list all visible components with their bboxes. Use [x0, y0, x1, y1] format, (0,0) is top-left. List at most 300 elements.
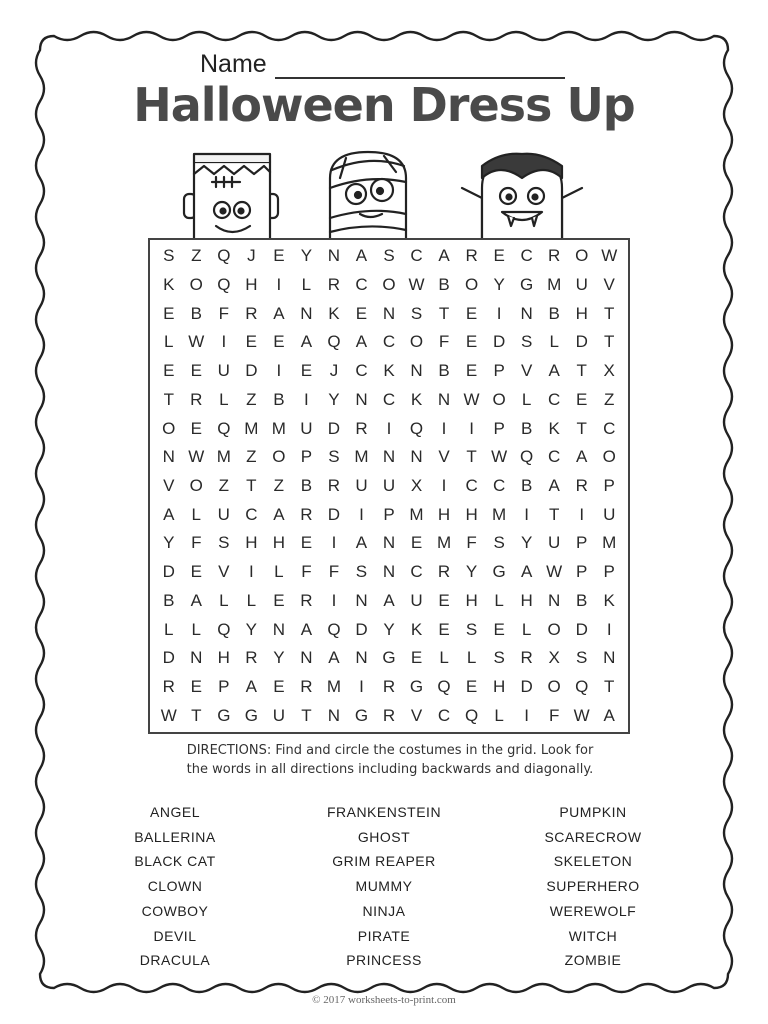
grid-letter[interactable]: A	[383, 590, 395, 610]
grid-letter[interactable]: T	[576, 361, 587, 381]
grid-letter[interactable]: Y	[273, 648, 285, 668]
grid-letter[interactable]: C	[382, 389, 396, 409]
grid-letter[interactable]: T	[466, 447, 477, 467]
grid-letter[interactable]: L	[191, 504, 202, 524]
grid-letter[interactable]: A	[438, 246, 450, 266]
grid-letter[interactable]: J	[329, 361, 339, 381]
grid-letter[interactable]: V	[163, 475, 175, 495]
grid-letter[interactable]: O	[189, 475, 203, 495]
grid-letter[interactable]: N	[300, 648, 313, 668]
grid-letter[interactable]: R	[190, 389, 203, 409]
grid-letter[interactable]: P	[493, 361, 505, 381]
grid-letter[interactable]: T	[576, 418, 587, 438]
grid-letter[interactable]: C	[410, 246, 423, 266]
grid-letter[interactable]: I	[579, 504, 585, 524]
grid-letter[interactable]: A	[603, 705, 615, 725]
grid-letter[interactable]: T	[246, 475, 257, 495]
grid-letter[interactable]: E	[438, 590, 450, 610]
grid-letter[interactable]: S	[355, 562, 368, 582]
grid-letter[interactable]: H	[437, 504, 451, 524]
grid-letter[interactable]: E	[245, 332, 258, 352]
grid-letter[interactable]: S	[163, 246, 175, 266]
grid-letter[interactable]: L	[219, 590, 229, 610]
grid-letter[interactable]: C	[355, 275, 368, 295]
grid-letter[interactable]: U	[355, 475, 368, 495]
grid-letter[interactable]: H	[492, 676, 506, 696]
grid-letter[interactable]: Z	[246, 447, 257, 467]
grid-letter[interactable]: K	[410, 389, 423, 409]
grid-letter[interactable]: P	[576, 533, 588, 553]
grid-letter[interactable]: D	[492, 332, 506, 352]
grid-letter[interactable]: Y	[465, 562, 478, 582]
grid-letter[interactable]: N	[548, 590, 561, 610]
grid-letter[interactable]: I	[221, 332, 227, 352]
grid-letter[interactable]: Y	[163, 533, 175, 553]
grid-letter[interactable]: H	[465, 504, 478, 524]
grid-letter[interactable]: D	[327, 418, 341, 438]
grid-letter[interactable]: S	[493, 648, 505, 668]
grid-letter[interactable]: W	[491, 447, 508, 467]
grid-letter[interactable]: E	[576, 389, 588, 409]
grid-letter[interactable]: O	[547, 676, 561, 696]
grid-letter[interactable]: Q	[437, 676, 451, 696]
grid-letter[interactable]: E	[163, 303, 175, 323]
grid-letter[interactable]: K	[603, 590, 615, 610]
grid-letter[interactable]: M	[602, 533, 617, 553]
grid-letter[interactable]: D	[162, 562, 175, 582]
grid-letter[interactable]: I	[359, 676, 364, 696]
grid-letter[interactable]: Q	[327, 619, 341, 639]
grid-letter[interactable]: M	[244, 418, 259, 438]
grid-letter[interactable]: L	[521, 619, 532, 639]
grid-letter[interactable]: K	[163, 275, 175, 295]
grid-letter[interactable]: A	[355, 533, 368, 553]
grid-letter[interactable]: N	[520, 303, 533, 323]
grid-letter[interactable]: R	[162, 676, 175, 696]
grid-letter[interactable]: P	[218, 676, 230, 696]
name-line[interactable]	[275, 55, 565, 79]
grid-letter[interactable]: R	[327, 475, 341, 495]
grid-letter[interactable]: E	[465, 676, 478, 696]
grid-letter[interactable]: H	[245, 533, 258, 553]
grid-letter[interactable]: U	[382, 475, 396, 495]
grid-letter[interactable]: M	[271, 418, 286, 438]
grid-letter[interactable]: L	[466, 648, 477, 668]
grid-letter[interactable]: Q	[409, 418, 424, 438]
grid-letter[interactable]: E	[410, 648, 423, 668]
grid-letter[interactable]: I	[496, 303, 502, 323]
grid-letter[interactable]: M	[216, 447, 231, 467]
grid-letter[interactable]: H	[575, 303, 588, 323]
grid-letter[interactable]: F	[301, 562, 312, 582]
grid-letter[interactable]: R	[382, 676, 396, 696]
grid-letter[interactable]: Y	[383, 619, 395, 639]
grid-letter[interactable]: G	[354, 705, 369, 725]
grid-letter[interactable]: W	[601, 246, 618, 266]
word-list-item: PUMPKIN	[559, 804, 627, 820]
grid-letter[interactable]: N	[190, 648, 203, 668]
grid-letter[interactable]: A	[520, 562, 533, 582]
grid-letter[interactable]: X	[603, 361, 615, 381]
grid-letter[interactable]: T	[163, 389, 174, 409]
grid-letter[interactable]: T	[604, 332, 615, 352]
grid-letter[interactable]: U	[217, 361, 230, 381]
grid-letter[interactable]: Z	[604, 389, 615, 409]
grid-letter[interactable]: E	[163, 361, 175, 381]
grid-letter[interactable]: I	[386, 418, 392, 438]
grid-letter[interactable]: A	[548, 475, 560, 495]
grid-letter[interactable]: T	[604, 303, 615, 323]
grid-letter[interactable]: R	[245, 648, 258, 668]
grid-letter[interactable]: V	[603, 275, 615, 295]
grid-letter[interactable]: S	[465, 619, 478, 639]
grid-letter[interactable]: F	[191, 533, 202, 553]
grid-letter[interactable]: Z	[218, 475, 229, 495]
grid-letter[interactable]: W	[188, 332, 205, 352]
grid-letter[interactable]: O	[547, 619, 561, 639]
grid-letter[interactable]: A	[163, 504, 175, 524]
grid-letter[interactable]: V	[218, 562, 230, 582]
grid-letter[interactable]: C	[355, 361, 368, 381]
grid-letter[interactable]: O	[272, 447, 286, 467]
grid-letter[interactable]: E	[273, 246, 285, 266]
word-list-item: SCARECROW	[544, 828, 642, 845]
grid-letter[interactable]: P	[300, 447, 313, 467]
grid-letter[interactable]: Q	[217, 275, 231, 295]
grid-letter[interactable]: W	[160, 705, 177, 725]
grid-letter[interactable]: F	[548, 705, 560, 725]
grid-letter[interactable]: F	[438, 332, 450, 352]
grid-letter[interactable]: E	[465, 332, 478, 352]
grid-letter[interactable]: L	[274, 562, 284, 582]
grid-letter[interactable]: F	[328, 562, 340, 582]
grid-letter[interactable]: P	[383, 504, 395, 524]
grid-letter[interactable]: C	[548, 389, 561, 409]
grid-letter[interactable]: Z	[191, 246, 202, 266]
grid-letter[interactable]: K	[383, 361, 395, 381]
grid-letter[interactable]: N	[355, 590, 368, 610]
grid-letter[interactable]: L	[164, 332, 174, 352]
grid-letter[interactable]: R	[300, 676, 313, 696]
grid-letter[interactable]: D	[162, 648, 175, 668]
grid-letter[interactable]: Q	[217, 619, 231, 639]
grid-letter[interactable]: C	[548, 447, 561, 467]
grid-letter[interactable]: S	[383, 246, 395, 266]
grid-letter[interactable]: N	[327, 246, 341, 266]
grid-letter[interactable]: Y	[520, 533, 533, 553]
grid-letter[interactable]: Q	[464, 705, 479, 725]
grid-letter[interactable]: S	[410, 303, 423, 323]
grid-letter[interactable]: C	[437, 705, 451, 725]
grid-letter[interactable]: W	[408, 275, 425, 295]
grid-letter[interactable]: K	[328, 303, 340, 323]
grid-letter[interactable]: E	[493, 619, 505, 639]
grid-letter[interactable]: R	[245, 303, 258, 323]
directions-text	[150, 741, 630, 779]
grid-letter[interactable]: B	[520, 475, 533, 495]
grid-letter[interactable]: W	[188, 447, 205, 467]
word-list-item: FRANKENSTEIN	[326, 804, 442, 820]
name-field	[200, 50, 565, 79]
grid-letter[interactable]: U	[300, 418, 313, 438]
grid-letter[interactable]: I	[469, 418, 474, 438]
grid-letter[interactable]: D	[327, 504, 341, 524]
grid-letter[interactable]: H	[520, 590, 533, 610]
grid-letter[interactable]: B	[548, 303, 560, 323]
grid-letter[interactable]: S	[520, 332, 533, 352]
frankenstein-monster-icon	[184, 154, 278, 240]
grid-letter[interactable]: E	[273, 676, 285, 696]
grid-letter[interactable]: G	[520, 275, 534, 295]
grid-letter[interactable]: U	[410, 590, 423, 610]
grid-letter[interactable]: L	[301, 275, 312, 295]
grid-letter[interactable]: G	[409, 676, 424, 696]
grid-letter[interactable]: M	[436, 533, 452, 553]
grid-letter[interactable]: Q	[217, 246, 231, 266]
grid-letter[interactable]: G	[492, 562, 506, 582]
grid-letter[interactable]: R	[575, 475, 588, 495]
grid-letter[interactable]: T	[548, 504, 560, 524]
grid-letter[interactable]: U	[272, 705, 286, 725]
grid-letter[interactable]: I	[248, 562, 254, 582]
grid-letter[interactable]: X	[548, 648, 560, 668]
grid-letter[interactable]: M	[354, 447, 369, 467]
grid-letter[interactable]: E	[190, 562, 202, 582]
grid-letter[interactable]: L	[439, 648, 449, 668]
grid-letter[interactable]: N	[300, 303, 313, 323]
grid-letter[interactable]: E	[410, 533, 423, 553]
grid-letter[interactable]: B	[520, 418, 533, 438]
grid-letter[interactable]: H	[465, 590, 478, 610]
word-list-item: PIRATE	[357, 927, 411, 944]
grid-letter[interactable]: B	[300, 475, 313, 495]
grid-letter[interactable]: O	[492, 389, 506, 409]
grid-letter[interactable]: Y	[328, 389, 340, 409]
grid-letter[interactable]: B	[273, 389, 285, 409]
grid-letter[interactable]: R	[437, 562, 451, 582]
grid-letter[interactable]: L	[494, 590, 504, 610]
grid-letter[interactable]: F	[218, 303, 229, 323]
grid-letter[interactable]: A	[548, 361, 560, 381]
grid-letter[interactable]: E	[300, 533, 313, 553]
grid-letter[interactable]: Y	[245, 619, 258, 639]
grid-letter[interactable]: C	[492, 475, 506, 495]
grid-letter[interactable]: A	[355, 332, 368, 352]
grid-letter[interactable]: A	[355, 246, 368, 266]
grid-letter[interactable]: O	[162, 418, 176, 438]
grid-letter[interactable]: O	[464, 275, 479, 295]
grid-letter[interactable]: N	[162, 447, 175, 467]
grid-letter[interactable]: A	[576, 447, 588, 467]
grid-letter[interactable]: K	[410, 619, 423, 639]
grid-letter[interactable]: W	[573, 705, 590, 725]
grid-letter[interactable]: N	[603, 648, 616, 668]
grid-letter[interactable]: Q	[327, 332, 341, 352]
grid-letter[interactable]: G	[382, 648, 396, 668]
grid-letter[interactable]: E	[300, 361, 313, 381]
grid-letter[interactable]: L	[191, 619, 202, 639]
grid-letter[interactable]: E	[493, 246, 505, 266]
grid-letter[interactable]: N	[410, 447, 423, 467]
grid-letter[interactable]: R	[382, 705, 396, 725]
grid-letter[interactable]: D	[575, 619, 588, 639]
grid-letter[interactable]: L	[219, 389, 229, 409]
grid-letter[interactable]: V	[520, 361, 533, 381]
grid-letter[interactable]: E	[465, 303, 478, 323]
grid-letter[interactable]: D	[355, 619, 368, 639]
grid-letter[interactable]: E	[465, 361, 478, 381]
grid-letter[interactable]: N	[272, 619, 286, 639]
grid-letter[interactable]: A	[273, 303, 285, 323]
word-list-column-3	[493, 800, 693, 973]
grid-letter[interactable]: U	[548, 533, 561, 553]
grid-letter[interactable]: C	[603, 418, 616, 438]
grid-letter[interactable]: I	[331, 533, 337, 553]
grid-letter[interactable]: R	[520, 648, 533, 668]
grid-letter[interactable]: O	[575, 246, 589, 266]
grid-letter[interactable]: R	[300, 504, 313, 524]
grid-letter[interactable]: L	[164, 619, 174, 639]
grid-letter[interactable]: D	[245, 361, 258, 381]
grid-letter[interactable]: R	[300, 590, 313, 610]
grid-letter[interactable]: T	[604, 676, 615, 696]
grid-letter[interactable]: R	[548, 246, 561, 266]
grid-letter[interactable]: L	[494, 705, 504, 725]
grid-letter[interactable]: Q	[520, 447, 534, 467]
grid-letter[interactable]: I	[441, 475, 447, 495]
grid-letter[interactable]: O	[382, 275, 396, 295]
grid-letter[interactable]: C	[382, 332, 396, 352]
grid-letter[interactable]: N	[327, 705, 341, 725]
grid-letter[interactable]: I	[359, 504, 364, 524]
grid-letter[interactable]: G	[217, 705, 231, 725]
grid-letter[interactable]: Q	[575, 676, 589, 696]
grid-letter[interactable]: A	[190, 590, 202, 610]
grid-letter[interactable]: K	[548, 418, 560, 438]
grid-letter[interactable]: S	[328, 447, 340, 467]
grid-letter[interactable]: C	[410, 562, 423, 582]
grid-letter[interactable]: O	[409, 332, 424, 352]
grid-letter[interactable]: I	[276, 361, 282, 381]
grid-letter[interactable]: N	[382, 533, 396, 553]
grid-letter[interactable]: S	[218, 533, 230, 553]
grid-letter[interactable]: B	[438, 275, 450, 295]
grid-letter[interactable]: I	[606, 619, 612, 639]
word-list-item: SKELETON	[553, 853, 633, 870]
grid-letter[interactable]: I	[331, 590, 337, 610]
grid-letter[interactable]: L	[521, 389, 532, 409]
grid-letter[interactable]: S	[493, 533, 505, 553]
grid-letter[interactable]: V	[410, 705, 423, 725]
grid-letter[interactable]: A	[328, 648, 340, 668]
grid-letter[interactable]: N	[382, 447, 396, 467]
grid-letter[interactable]: U	[603, 504, 616, 524]
grid-letter[interactable]: Y	[493, 275, 505, 295]
grid-letter[interactable]: B	[576, 590, 588, 610]
grid-letter[interactable]: G	[244, 705, 258, 725]
grid-letter[interactable]: S	[576, 648, 588, 668]
grid-letter[interactable]: A	[273, 504, 285, 524]
grid-letter[interactable]: P	[603, 562, 615, 582]
grid-letter[interactable]: W	[546, 562, 563, 582]
grid-letter[interactable]: P	[576, 562, 588, 582]
grid-letter[interactable]: N	[382, 562, 396, 582]
grid-letter[interactable]: A	[245, 676, 258, 696]
grid-letter[interactable]: M	[547, 275, 562, 295]
grid-letter[interactable]: F	[466, 533, 477, 553]
grid-letter[interactable]: P	[493, 418, 505, 438]
grid-letter[interactable]: D	[520, 676, 533, 696]
grid-letter[interactable]: D	[575, 332, 588, 352]
grid-letter[interactable]: C	[245, 504, 258, 524]
grid-letter[interactable]: M	[409, 504, 424, 524]
grid-letter[interactable]: E	[355, 303, 368, 323]
grid-letter[interactable]: V	[438, 447, 450, 467]
grid-letter[interactable]: N	[410, 361, 423, 381]
grid-letter[interactable]: I	[441, 418, 447, 438]
grid-letter[interactable]: T	[191, 705, 202, 725]
grid-letter[interactable]: U	[217, 504, 230, 524]
grid-letter[interactable]: J	[247, 246, 256, 266]
grid-letter[interactable]: E	[190, 361, 202, 381]
grid-letter[interactable]: A	[300, 332, 313, 352]
grid-letter[interactable]: N	[355, 389, 368, 409]
grid-letter[interactable]: A	[300, 619, 313, 639]
grid-letter[interactable]: M	[326, 676, 342, 696]
grid-letter[interactable]: B	[163, 590, 175, 610]
grid-letter[interactable]: T	[438, 303, 450, 323]
grid-letter[interactable]: P	[603, 475, 615, 495]
grid-letter[interactable]: E	[273, 590, 285, 610]
grid-letter[interactable]: C	[520, 246, 533, 266]
grid-letter[interactable]: I	[524, 504, 529, 524]
grid-letter[interactable]: M	[492, 504, 507, 524]
grid-letter[interactable]: R	[465, 246, 478, 266]
grid-letter[interactable]: H	[272, 533, 286, 553]
grid-letter[interactable]: L	[549, 332, 559, 352]
grid-letter[interactable]: H	[217, 648, 230, 668]
grid-letter[interactable]: I	[276, 275, 282, 295]
grid-letter[interactable]: I	[304, 389, 309, 409]
grid-letter[interactable]: X	[410, 475, 423, 495]
grid-letter[interactable]: N	[437, 389, 451, 409]
grid-letter[interactable]: B	[190, 303, 202, 323]
grid-letter[interactable]: W	[463, 389, 480, 409]
grid-letter[interactable]: B	[438, 361, 450, 381]
grid-letter[interactable]: Z	[273, 475, 285, 495]
grid-letter[interactable]: Z	[246, 389, 257, 409]
grid-letter[interactable]: I	[524, 705, 529, 725]
grid-letter[interactable]: Q	[217, 418, 231, 438]
grid-letter[interactable]: H	[245, 275, 258, 295]
grid-letter[interactable]: O	[602, 447, 616, 467]
grid-letter[interactable]: U	[575, 275, 588, 295]
grid-letter[interactable]: E	[190, 676, 202, 696]
grid-letter[interactable]: T	[301, 705, 312, 725]
grid-letter[interactable]: Y	[300, 246, 313, 266]
grid-letter[interactable]: E	[438, 619, 450, 639]
grid-letter[interactable]: E	[273, 332, 285, 352]
grid-letter[interactable]: N	[355, 648, 368, 668]
grid-letter[interactable]: R	[355, 418, 368, 438]
grid-letter[interactable]: R	[327, 275, 341, 295]
grid-letter[interactable]: L	[246, 590, 257, 610]
grid-letter[interactable]: O	[189, 275, 203, 295]
grid-letter[interactable]: E	[190, 418, 202, 438]
word-list-item: WITCH	[568, 927, 618, 944]
grid-letter[interactable]: C	[465, 475, 478, 495]
grid-letter[interactable]: N	[382, 303, 396, 323]
